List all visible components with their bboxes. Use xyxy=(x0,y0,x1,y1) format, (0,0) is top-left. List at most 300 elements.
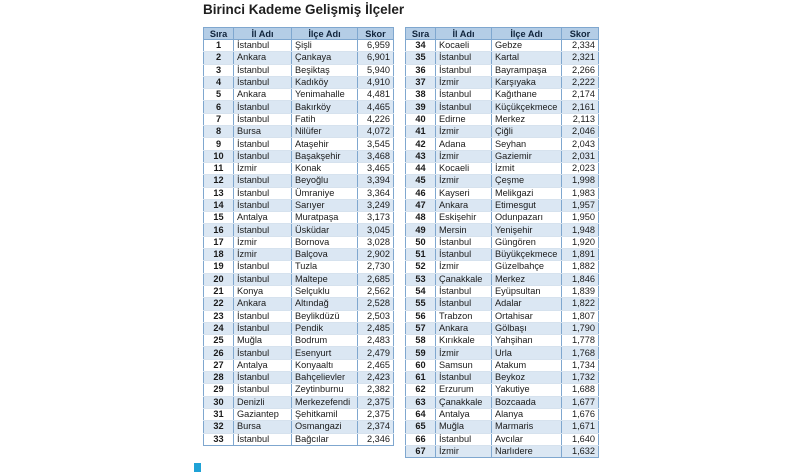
header-province: İl Adı xyxy=(436,28,492,40)
table-row xyxy=(406,384,599,396)
score-cell: 2,483 xyxy=(358,335,394,347)
district-cell: Çankaya xyxy=(292,52,358,64)
rank-cell: 17 xyxy=(204,236,234,248)
table-row xyxy=(406,89,599,101)
district-cell: Güngören xyxy=(492,236,562,248)
district-cell: Selçuklu xyxy=(292,285,358,297)
score-cell: 1,846 xyxy=(562,273,599,285)
province-cell: İstanbul xyxy=(234,273,292,285)
rank-cell: 60 xyxy=(406,359,436,371)
district-cell: Üsküdar xyxy=(292,224,358,236)
district-cell: Bayrampaşa xyxy=(492,64,562,76)
rank-cell: 63 xyxy=(406,396,436,408)
province-cell: İstanbul xyxy=(234,113,292,125)
table-row xyxy=(204,138,394,150)
table-row xyxy=(406,445,599,457)
district-cell: Yenimahalle xyxy=(292,89,358,101)
district-cell: Atakum xyxy=(492,359,562,371)
district-cell: Nilüfer xyxy=(292,126,358,138)
table-row xyxy=(204,236,394,248)
province-cell: İzmir xyxy=(436,347,492,359)
district-cell: Tuzla xyxy=(292,261,358,273)
score-cell: 1,734 xyxy=(562,359,599,371)
province-cell: Çanakkale xyxy=(436,273,492,285)
score-cell: 2,113 xyxy=(562,113,599,125)
province-cell: Gaziantep xyxy=(234,408,292,420)
score-cell: 2,174 xyxy=(562,89,599,101)
rank-cell: 59 xyxy=(406,347,436,359)
province-cell: İstanbul xyxy=(234,372,292,384)
score-cell: 1,671 xyxy=(562,421,599,433)
rank-cell: 58 xyxy=(406,335,436,347)
province-cell: İzmir xyxy=(436,261,492,273)
table-row xyxy=(406,298,599,310)
rank-cell: 41 xyxy=(406,126,436,138)
rank-cell: 50 xyxy=(406,236,436,248)
province-cell: İstanbul xyxy=(436,285,492,297)
table-row xyxy=(204,199,394,211)
district-cell: Beşiktaş xyxy=(292,64,358,76)
rank-cell: 49 xyxy=(406,224,436,236)
district-cell: Urla xyxy=(492,347,562,359)
rank-cell: 29 xyxy=(204,384,234,396)
district-cell: Konyaaltı xyxy=(292,359,358,371)
rank-cell: 10 xyxy=(204,150,234,162)
table-row xyxy=(204,359,394,371)
score-cell: 6,901 xyxy=(358,52,394,64)
province-cell: İstanbul xyxy=(234,261,292,273)
score-cell: 2,423 xyxy=(358,372,394,384)
district-cell: Karşıyaka xyxy=(492,76,562,88)
province-cell: İzmir xyxy=(436,126,492,138)
table-row xyxy=(204,408,394,420)
score-cell: 1,920 xyxy=(562,236,599,248)
rank-cell: 22 xyxy=(204,298,234,310)
district-cell: Narlıdere xyxy=(492,445,562,457)
province-cell: İstanbul xyxy=(436,298,492,310)
province-cell: Muğla xyxy=(234,335,292,347)
table-row xyxy=(406,273,599,285)
score-cell: 1,768 xyxy=(562,347,599,359)
table-row xyxy=(204,372,394,384)
rank-cell: 66 xyxy=(406,433,436,445)
score-cell: 1,640 xyxy=(562,433,599,445)
score-cell: 2,465 xyxy=(358,359,394,371)
table-row xyxy=(406,76,599,88)
rank-cell: 15 xyxy=(204,212,234,224)
table-row xyxy=(204,150,394,162)
score-cell: 4,226 xyxy=(358,113,394,125)
score-cell: 2,730 xyxy=(358,261,394,273)
table-row xyxy=(204,322,394,334)
province-cell: İstanbul xyxy=(436,372,492,384)
province-cell: İstanbul xyxy=(234,322,292,334)
district-cell: Beykoz xyxy=(492,372,562,384)
header-province: İl Adı xyxy=(234,28,292,40)
score-cell: 3,173 xyxy=(358,212,394,224)
score-cell: 1,998 xyxy=(562,175,599,187)
score-cell: 1,983 xyxy=(562,187,599,199)
province-cell: Konya xyxy=(234,285,292,297)
rank-cell: 62 xyxy=(406,384,436,396)
table-row xyxy=(406,212,599,224)
table-row xyxy=(204,396,394,408)
score-cell: 3,028 xyxy=(358,236,394,248)
table-row xyxy=(204,126,394,138)
province-cell: İstanbul xyxy=(234,150,292,162)
province-cell: Bursa xyxy=(234,421,292,433)
district-cell: Bodrum xyxy=(292,335,358,347)
district-cell: Bakırköy xyxy=(292,101,358,113)
table-row xyxy=(204,64,394,76)
province-cell: İzmir xyxy=(436,445,492,457)
rank-cell: 35 xyxy=(406,52,436,64)
header-score: Skor xyxy=(562,28,599,40)
table-row xyxy=(204,89,394,101)
province-cell: İstanbul xyxy=(234,347,292,359)
district-cell: Etimesgut xyxy=(492,199,562,211)
rank-cell: 2 xyxy=(204,52,234,64)
province-cell: İstanbul xyxy=(436,89,492,101)
table-row xyxy=(204,285,394,297)
score-cell: 3,394 xyxy=(358,175,394,187)
district-cell: Bahçelievler xyxy=(292,372,358,384)
score-cell: 3,364 xyxy=(358,187,394,199)
score-cell: 1,688 xyxy=(562,384,599,396)
table-row xyxy=(406,249,599,261)
rank-cell: 28 xyxy=(204,372,234,384)
rank-cell: 5 xyxy=(204,89,234,101)
province-cell: İstanbul xyxy=(234,199,292,211)
rank-cell: 65 xyxy=(406,421,436,433)
rank-cell: 24 xyxy=(204,322,234,334)
table-row xyxy=(204,433,394,445)
score-cell: 1,677 xyxy=(562,396,599,408)
district-cell: İzmit xyxy=(492,162,562,174)
province-cell: İzmir xyxy=(234,236,292,248)
rank-cell: 27 xyxy=(204,359,234,371)
district-cell: Adalar xyxy=(492,298,562,310)
district-cell: Bozcaada xyxy=(492,396,562,408)
rank-cell: 16 xyxy=(204,224,234,236)
province-cell: İstanbul xyxy=(234,101,292,113)
table-row xyxy=(406,347,599,359)
province-cell: İstanbul xyxy=(234,76,292,88)
score-cell: 2,503 xyxy=(358,310,394,322)
table-row xyxy=(406,64,599,76)
district-cell: Beyoğlu xyxy=(292,175,358,187)
table-row xyxy=(204,384,394,396)
rank-cell: 52 xyxy=(406,261,436,273)
district-cell: Avcılar xyxy=(492,433,562,445)
rank-cell: 12 xyxy=(204,175,234,187)
table-row xyxy=(406,322,599,334)
district-cell: Sarıyer xyxy=(292,199,358,211)
province-cell: Kayseri xyxy=(436,187,492,199)
score-cell: 1,790 xyxy=(562,322,599,334)
province-cell: İstanbul xyxy=(436,249,492,261)
rank-cell: 1 xyxy=(204,40,234,52)
district-cell: Pendik xyxy=(292,322,358,334)
province-cell: Kocaeli xyxy=(436,40,492,52)
district-cell: Fatih xyxy=(292,113,358,125)
table-row xyxy=(406,175,599,187)
province-cell: Antalya xyxy=(234,359,292,371)
province-cell: Kocaeli xyxy=(436,162,492,174)
table-row xyxy=(204,310,394,322)
table-body-left xyxy=(204,40,394,446)
province-cell: Ankara xyxy=(234,89,292,101)
province-cell: Mersin xyxy=(436,224,492,236)
province-cell: İstanbul xyxy=(436,433,492,445)
table-row xyxy=(406,126,599,138)
district-cell: Şehitkamil xyxy=(292,408,358,420)
table-row xyxy=(406,372,599,384)
header-district: İlçe Adı xyxy=(492,28,562,40)
score-cell: 1,632 xyxy=(562,445,599,457)
province-cell: İstanbul xyxy=(436,52,492,64)
score-cell: 6,959 xyxy=(358,40,394,52)
district-cell: Gaziemir xyxy=(492,150,562,162)
district-cell: Küçükçekmece xyxy=(492,101,562,113)
rank-cell: 55 xyxy=(406,298,436,310)
table-row xyxy=(406,285,599,297)
header-district: İlçe Adı xyxy=(292,28,358,40)
district-cell: Yahşihan xyxy=(492,335,562,347)
district-cell: Odunpazarı xyxy=(492,212,562,224)
rank-cell: 45 xyxy=(406,175,436,187)
province-cell: İstanbul xyxy=(436,64,492,76)
rank-cell: 67 xyxy=(406,445,436,457)
header-score: Skor xyxy=(358,28,394,40)
table-row xyxy=(204,298,394,310)
province-cell: İzmir xyxy=(234,249,292,261)
table-row xyxy=(406,40,599,52)
district-cell: Kağıthane xyxy=(492,89,562,101)
rank-cell: 46 xyxy=(406,187,436,199)
rank-cell: 19 xyxy=(204,261,234,273)
province-cell: İzmir xyxy=(234,162,292,174)
district-cell: Yakutiye xyxy=(492,384,562,396)
district-cell: Büyükçekmece xyxy=(492,249,562,261)
score-cell: 3,465 xyxy=(358,162,394,174)
score-cell: 1,948 xyxy=(562,224,599,236)
score-cell: 2,346 xyxy=(358,433,394,445)
page-title: Birinci Kademe Gelişmiş İlçeler xyxy=(203,2,405,17)
score-cell: 1,882 xyxy=(562,261,599,273)
province-cell: İstanbul xyxy=(234,433,292,445)
table-row xyxy=(406,236,599,248)
district-cell: Kadıköy xyxy=(292,76,358,88)
score-cell: 1,957 xyxy=(562,199,599,211)
rank-cell: 32 xyxy=(204,421,234,433)
rank-cell: 64 xyxy=(406,408,436,420)
header-rank: Sıra xyxy=(204,28,234,40)
header-rank: Sıra xyxy=(406,28,436,40)
table-row xyxy=(406,52,599,64)
rank-cell: 11 xyxy=(204,162,234,174)
table-row xyxy=(204,249,394,261)
province-cell: Adana xyxy=(436,138,492,150)
score-cell: 1,950 xyxy=(562,212,599,224)
table-header-row xyxy=(406,28,599,40)
table-row xyxy=(406,396,599,408)
score-cell: 2,321 xyxy=(562,52,599,64)
district-cell: Gölbaşı xyxy=(492,322,562,334)
province-cell: İstanbul xyxy=(234,138,292,150)
district-cell: Konak xyxy=(292,162,358,174)
table-body-right xyxy=(406,40,599,458)
district-cell: Esenyurt xyxy=(292,347,358,359)
rank-cell: 57 xyxy=(406,322,436,334)
score-cell: 2,161 xyxy=(562,101,599,113)
province-cell: Edirne xyxy=(436,113,492,125)
district-cell: Gebze xyxy=(492,40,562,52)
table-row xyxy=(406,310,599,322)
table-row xyxy=(204,101,394,113)
province-cell: Denizli xyxy=(234,396,292,408)
rank-cell: 18 xyxy=(204,249,234,261)
rank-cell: 8 xyxy=(204,126,234,138)
district-cell: Güzelbahçe xyxy=(492,261,562,273)
table-row xyxy=(406,335,599,347)
province-cell: İstanbul xyxy=(234,64,292,76)
score-cell: 2,043 xyxy=(562,138,599,150)
score-cell: 2,023 xyxy=(562,162,599,174)
province-cell: İstanbul xyxy=(234,175,292,187)
rank-cell: 20 xyxy=(204,273,234,285)
score-cell: 2,222 xyxy=(562,76,599,88)
province-cell: İzmir xyxy=(436,150,492,162)
table-row xyxy=(204,187,394,199)
score-cell: 4,910 xyxy=(358,76,394,88)
corner-marker xyxy=(194,463,201,472)
province-cell: Bursa xyxy=(234,126,292,138)
score-cell: 1,807 xyxy=(562,310,599,322)
table-row xyxy=(204,52,394,64)
district-cell: Muratpaşa xyxy=(292,212,358,224)
province-cell: İstanbul xyxy=(436,101,492,113)
score-cell: 2,382 xyxy=(358,384,394,396)
rank-cell: 13 xyxy=(204,187,234,199)
score-cell: 2,334 xyxy=(562,40,599,52)
province-cell: Muğla xyxy=(436,421,492,433)
score-cell: 2,266 xyxy=(562,64,599,76)
district-cell: Osmangazi xyxy=(292,421,358,433)
district-cell: Bağcılar xyxy=(292,433,358,445)
rank-cell: 44 xyxy=(406,162,436,174)
province-cell: İstanbul xyxy=(234,310,292,322)
rank-cell: 31 xyxy=(204,408,234,420)
score-cell: 1,732 xyxy=(562,372,599,384)
rank-cell: 25 xyxy=(204,335,234,347)
rank-cell: 7 xyxy=(204,113,234,125)
district-cell: Merkez xyxy=(492,273,562,285)
province-cell: Ankara xyxy=(436,322,492,334)
district-cell: Kartal xyxy=(492,52,562,64)
district-cell: Zeytinburnu xyxy=(292,384,358,396)
district-cell: Ortahisar xyxy=(492,310,562,322)
rank-cell: 9 xyxy=(204,138,234,150)
province-cell: Ankara xyxy=(234,52,292,64)
rank-cell: 40 xyxy=(406,113,436,125)
rank-cell: 36 xyxy=(406,64,436,76)
table-row xyxy=(204,175,394,187)
district-cell: Çeşme xyxy=(492,175,562,187)
district-cell: Seyhan xyxy=(492,138,562,150)
table-row xyxy=(204,162,394,174)
province-cell: Antalya xyxy=(234,212,292,224)
table-row xyxy=(406,421,599,433)
rank-cell: 26 xyxy=(204,347,234,359)
province-cell: İstanbul xyxy=(234,40,292,52)
score-cell: 2,375 xyxy=(358,408,394,420)
score-cell: 2,902 xyxy=(358,249,394,261)
score-cell: 1,676 xyxy=(562,408,599,420)
province-cell: İzmir xyxy=(436,175,492,187)
district-cell: Şişli xyxy=(292,40,358,52)
score-cell: 4,465 xyxy=(358,101,394,113)
score-cell: 1,891 xyxy=(562,249,599,261)
score-cell: 3,545 xyxy=(358,138,394,150)
rank-cell: 37 xyxy=(406,76,436,88)
score-cell: 3,249 xyxy=(358,199,394,211)
district-cell: Başakşehir xyxy=(292,150,358,162)
table-row xyxy=(204,273,394,285)
score-cell: 1,822 xyxy=(562,298,599,310)
rank-cell: 34 xyxy=(406,40,436,52)
district-cell: Eyüpsultan xyxy=(492,285,562,297)
province-cell: Samsun xyxy=(436,359,492,371)
district-cell: Çiğli xyxy=(492,126,562,138)
province-cell: İzmir xyxy=(436,76,492,88)
table-row xyxy=(204,212,394,224)
rank-cell: 39 xyxy=(406,101,436,113)
rank-cell: 38 xyxy=(406,89,436,101)
table-row xyxy=(406,224,599,236)
table-row xyxy=(406,433,599,445)
district-cell: Merkez xyxy=(492,113,562,125)
table-row xyxy=(406,187,599,199)
district-cell: Beylikdüzü xyxy=(292,310,358,322)
score-cell: 2,375 xyxy=(358,396,394,408)
rank-cell: 51 xyxy=(406,249,436,261)
province-cell: Ankara xyxy=(234,298,292,310)
rank-cell: 14 xyxy=(204,199,234,211)
province-cell: Eskişehir xyxy=(436,212,492,224)
district-cell: Alanya xyxy=(492,408,562,420)
table-row xyxy=(204,224,394,236)
score-cell: 2,685 xyxy=(358,273,394,285)
rank-cell: 6 xyxy=(204,101,234,113)
district-cell: Yenişehir xyxy=(492,224,562,236)
province-cell: İstanbul xyxy=(234,384,292,396)
table-row xyxy=(406,138,599,150)
province-cell: Çanakkale xyxy=(436,396,492,408)
rank-cell: 61 xyxy=(406,372,436,384)
district-cell: Ümraniye xyxy=(292,187,358,199)
table-row xyxy=(406,199,599,211)
score-cell: 2,528 xyxy=(358,298,394,310)
score-cell: 1,778 xyxy=(562,335,599,347)
score-cell: 3,045 xyxy=(358,224,394,236)
province-cell: Antalya xyxy=(436,408,492,420)
score-cell: 2,479 xyxy=(358,347,394,359)
table-row xyxy=(204,261,394,273)
rank-cell: 42 xyxy=(406,138,436,150)
table-row xyxy=(406,113,599,125)
table-row xyxy=(406,162,599,174)
